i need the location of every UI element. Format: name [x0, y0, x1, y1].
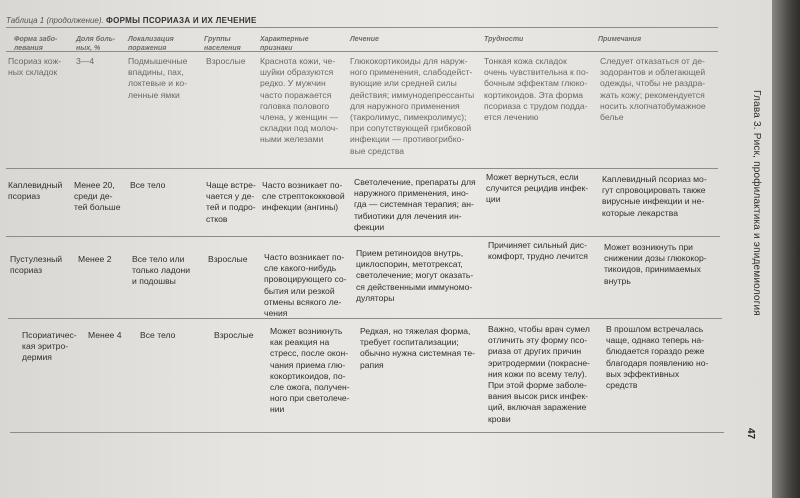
row2-treatment: Светолечение, препараты для наружного применения, ино- гда — системная терапия; ан- тибиотики для лечения ин- фекции [354, 177, 476, 232]
running-head: Глава 3. Риск, профилактика и эпидемиология [751, 90, 762, 316]
row1-features: Краснота кожи, че- шуйки образуются редко. У мужчин часто поражается головка полового члена, у женщин — складки под молоч- ными железами [260, 56, 339, 145]
table-caption [6, 16, 257, 25]
row2-notes: Каплевидный псориаз мо- гут спровоцировать также вирусные инфекции и не- которые лекарства [602, 174, 707, 218]
row1-difficulties: Тонкая кожа складок очень чувствительна к по- бочным эффектам глюко- кортикоидов. Эта форма псориаза с трудом поддa- ется лечению [484, 56, 589, 123]
row1-location: Подмышечные впадины, пах, локтевые и ко- ленные ямки [128, 56, 188, 100]
header-rule [6, 51, 718, 52]
row2-groups: Чаще встре- чается у де- тей и подро- стков [206, 180, 256, 224]
row3-share: Менее 2 [78, 254, 112, 264]
row1-notes: Следует отказаться от де- зодорантов и облегающей одежды, чтобы не раздра- жать кожу; рекомендуется носить хлопчатобумажное белье [600, 56, 706, 123]
header-groups: Группы населения [204, 36, 241, 52]
caption-rule [6, 27, 718, 28]
row2-location: Все тело [130, 180, 166, 190]
header-difficulties: Трудности [484, 36, 524, 43]
header-share: Доля боль- ных, % [76, 36, 116, 52]
row4-groups: Взрослые [214, 330, 254, 340]
row4-location: Все тело [140, 330, 176, 340]
row2-share: Менее 20, среди де- тей больше [74, 180, 121, 213]
row1-groups: Взрослые [206, 56, 246, 66]
header-treatment: Лечение [350, 36, 379, 43]
row2-form: Каплевидный псориаз [8, 180, 63, 202]
row4-share: Менее 4 [88, 330, 122, 340]
row1-treatment: Глюкокортикоиды для наруж- ного применения, слабодейст- вующие или средней силы действия; иммунодепрессанты для наружного применения (такролимус, пимекролимус); при сопутствующей грибковой инфекции — противогрибко- вые средства [350, 56, 475, 156]
row3-location: Все тело или только ладони и подошвы [132, 254, 191, 287]
header-features: Характерные признаки [260, 36, 309, 52]
caption-title: ФОРМЫ ПСОРИАЗА И ИХ ЛЕЧЕНИЕ [106, 16, 257, 25]
row1-share: 3—4 [76, 56, 95, 66]
row2-rule [6, 236, 720, 237]
header-location: Локализация поражения [128, 36, 174, 52]
row3-difficulties: Причиняет сильный дис- комфорт, трудно лечится [488, 240, 588, 262]
row2-difficulties: Может вернуться, если случится рецидив инфек- ции [486, 172, 589, 205]
caption-prefix: Таблица 1 (продолжение). [6, 16, 104, 25]
row3-features: Часто возникает по- сле какого-нибудь провоцирующего со- бытия или резкой отмены всякого ле- чения [264, 252, 347, 319]
row4-form: Псориатичес- кая эритро- дермия [22, 330, 77, 363]
header-form: Форма забо- левания [14, 36, 58, 52]
page-number: 47 [745, 428, 756, 440]
row3-treatment: Прием ретиноидов внутрь, циклоспорин, метотрексат, светолечение; могут оказать- ся действенными иммуномо- дуляторы [356, 248, 474, 303]
row3-rule [8, 318, 722, 319]
row3-notes: Может возникнуть при снижении дозы глюкокор- тикоидов, принимаемых внутрь [604, 242, 707, 286]
row3-groups: Взрослые [208, 254, 248, 264]
row4-features: Может возникнуть как реакция на стресс, после окон- чания приема глю- кокортикоидов, по- сле ожога, получен- ного при светолече- нии [270, 326, 350, 415]
row4-notes: В прошлом встречалась чаще, однако теперь на- блюдается гораздо реже благодаря появлению но- вых эффективных средств [606, 324, 709, 391]
table-bottom-rule [10, 432, 724, 433]
row2-features: Часто возникает по- сле стрептококковой инфекции (ангины) [262, 180, 345, 213]
header-notes: Примечания [598, 36, 642, 43]
row1-rule [6, 168, 718, 169]
row1-form: Псориаз кож- ных складок [8, 56, 62, 78]
row4-treatment: Редкая, но тяжелая форма, требует госпитализации; обычно нужна системная те- рапия [360, 326, 476, 370]
row4-difficulties: Важно, чтобы врач сумел отличить эту форму псо- риаза от других причин эритродермии (покрасне- ния кожи по всему телу). При этой форме заболе- вания высок риск инфек- ций, включая заражение крови [488, 324, 591, 424]
page-edge-shadow [772, 0, 800, 498]
row3-form: Пустулезный псориаз [10, 254, 63, 276]
